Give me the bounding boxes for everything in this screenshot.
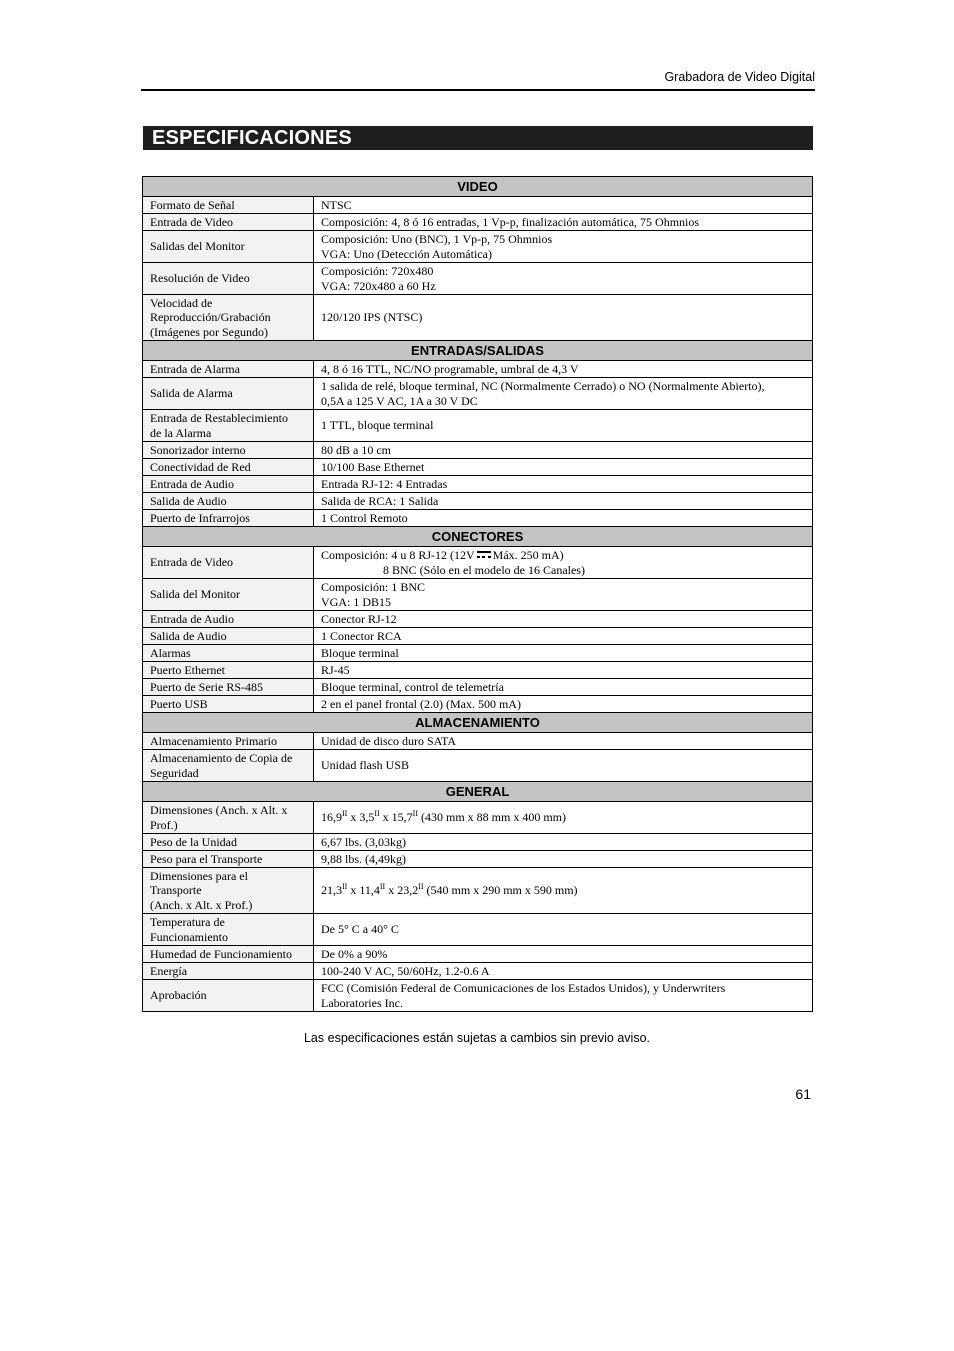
spec-label: Salidas del Monitor [143, 231, 314, 263]
spec-label: Energía [143, 963, 314, 980]
spec-value: NTSC [314, 197, 813, 214]
spec-label: Entrada de Video [143, 547, 314, 579]
spec-label: Sonorizador interno [143, 442, 314, 459]
table-row [143, 214, 813, 231]
table-row [143, 493, 813, 510]
spec-value: 1 Control Remoto [314, 510, 813, 527]
spec-value-line: Composición: Uno (BNC), 1 Vp-p, 75 Ohmnios [321, 232, 553, 246]
spec-label-line: Almacenamiento de Copia de [150, 751, 293, 765]
spec-value [314, 868, 813, 914]
table-row [143, 510, 813, 527]
section-heading: ALMACENAMIENTO [143, 713, 813, 733]
spec-label: Peso para el Transporte [143, 851, 314, 868]
spec-value: De 5° C a 40° C [314, 914, 813, 946]
spec-label: Peso de la Unidad [143, 834, 314, 851]
spec-label: Puerto de Serie RS-485 [143, 679, 314, 696]
spec-label-line: Reproducción/Grabación [150, 310, 271, 325]
table-row [143, 459, 813, 476]
dimension-part: 16,9 [321, 810, 342, 825]
spec-value: Unidad flash USB [314, 750, 813, 782]
spec-value: Entrada RJ-12: 4 Entradas [314, 476, 813, 493]
spec-label: Salida de Audio [143, 493, 314, 510]
spec-value: Composición: 4, 8 ó 16 entradas, 1 Vp-p, finalización automática, 75 Ohmnios [314, 214, 813, 231]
table-row [143, 197, 813, 214]
table-row [143, 628, 813, 645]
spec-label [143, 914, 314, 946]
spec-value: Conector RJ-12 [314, 611, 813, 628]
table-row [143, 410, 813, 442]
table-row [143, 946, 813, 963]
dimension-part: (430 mm x 88 mm x 400 mm) [417, 810, 566, 825]
spec-label: Formato de Señal [143, 197, 314, 214]
spec-value-line: Composición: 4 u 8 RJ-12 (12V [321, 548, 475, 562]
spec-label: Salida de Audio [143, 628, 314, 645]
spec-value-line: Laboratories Inc. [321, 995, 403, 1010]
spec-value [314, 231, 813, 263]
dimension-part: x 23,2 [385, 883, 419, 898]
spec-label: Conectividad de Red [143, 459, 314, 476]
inch-mark: II [374, 809, 380, 819]
table-row [143, 834, 813, 851]
table-row [143, 750, 813, 782]
table-row [143, 295, 813, 341]
table-row [143, 579, 813, 611]
inch-mark: II [342, 809, 348, 819]
table-row [143, 442, 813, 459]
spec-value-line: Composición: 1 BNC [321, 580, 426, 594]
spec-value: RJ-45 [314, 662, 813, 679]
spec-label-line: Velocidad de [150, 295, 213, 310]
spec-value: 10/100 Base Ethernet [314, 459, 813, 476]
page-title: ESPECIFICACIONES [152, 127, 352, 149]
spec-label: Entrada de Audio [143, 611, 314, 628]
dimension-part: x 15,7 [379, 810, 413, 825]
section-title-bar [143, 126, 813, 150]
spec-value-line: 8 BNC (Sólo en el modelo de 16 Canales) [383, 562, 585, 577]
spec-label-line: de la Alarma [150, 425, 212, 440]
spec-value [314, 547, 813, 579]
spec-label: Entrada de Audio [143, 476, 314, 493]
spec-label: Puerto USB [143, 696, 314, 713]
table-row [143, 263, 813, 295]
spec-value-line: VGA: Uno (Detección Automática) [321, 246, 492, 261]
spec-label: Alarmas [143, 645, 314, 662]
spec-label [143, 295, 314, 341]
spec-label: Almacenamiento Primario [143, 733, 314, 750]
table-row [143, 851, 813, 868]
dimension-part: 21,3 [321, 883, 342, 898]
spec-label: Resolución de Video [143, 263, 314, 295]
section-header-general [143, 782, 813, 802]
section-heading: VIDEO [143, 177, 813, 197]
spec-label-line: Dimensiones para el [150, 868, 248, 883]
section-header-connectors [143, 527, 813, 547]
spec-value-line: VGA: 1 DB15 [321, 594, 392, 609]
table-row [143, 696, 813, 713]
table-row [143, 645, 813, 662]
spec-label [143, 750, 314, 782]
inch-mark: II [418, 882, 424, 892]
spec-label-line: Seguridad [150, 765, 199, 780]
spec-value: 9,88 lbs. (4,49kg) [314, 851, 813, 868]
spec-value: 4, 8 ó 16 TTL, NC/NO programable, umbral de 4,3 V [314, 361, 813, 378]
spec-label: Aprobación [143, 980, 314, 1012]
table-row [143, 980, 813, 1012]
table-row [143, 547, 813, 579]
spec-value: 80 dB a 10 cm [314, 442, 813, 459]
specifications-table [142, 176, 813, 1012]
table-row [143, 679, 813, 696]
table-row [143, 662, 813, 679]
spec-value: 100-240 V AC, 50/60Hz, 1.2-0.6 A [314, 963, 813, 980]
spec-value: 1 TTL, bloque terminal [314, 410, 813, 442]
spec-label [143, 410, 314, 442]
dimension-part: (540 mm x 290 mm x 590 mm) [423, 883, 578, 898]
spec-value: 6,67 lbs. (3,03kg) [314, 834, 813, 851]
section-header-storage [143, 713, 813, 733]
spec-label-line: (Imágenes por Segundo) [150, 324, 268, 339]
table-row [143, 361, 813, 378]
dimension-part: x 3,5 [347, 810, 375, 825]
table-row [143, 963, 813, 980]
spec-label-line: Funcionamiento [150, 929, 228, 944]
table-row [143, 868, 813, 914]
table-row [143, 733, 813, 750]
footnote: Las especificaciones están sujetas a cambios sin previo aviso. [303, 1031, 650, 1045]
spec-value: 2 en el panel frontal (2.0) (Max. 500 mA) [314, 696, 813, 713]
spec-label-line: Entrada de Restablecimiento [150, 411, 288, 425]
inch-mark: II [379, 882, 386, 892]
table-row [143, 378, 813, 410]
table-row [143, 914, 813, 946]
spec-label-line: Prof.) [150, 817, 178, 832]
spec-value: Salida de RCA: 1 Salida [314, 493, 813, 510]
spec-label-line: Dimensiones (Anch. x Alt. x [150, 803, 288, 817]
table-row [143, 476, 813, 493]
section-heading: GENERAL [143, 782, 813, 802]
running-header: Grabadora de Video Digital [664, 70, 815, 84]
spec-label [143, 802, 314, 834]
dc-voltage-icon [477, 551, 491, 560]
section-heading: CONECTORES [143, 527, 813, 547]
spec-value: Unidad de disco duro SATA [314, 733, 813, 750]
inch-mark: II [412, 809, 418, 819]
spec-label-line: Temperatura de [150, 915, 225, 929]
spec-label [143, 868, 314, 914]
spec-value [314, 802, 813, 834]
spec-label: Salida del Monitor [143, 579, 314, 611]
spec-value-line: FCC (Comisión Federal de Comunicaciones de los Estados Unidos), y Underwriters [321, 981, 726, 995]
spec-label: Humedad de Funcionamiento [143, 946, 314, 963]
section-header-video [143, 177, 813, 197]
spec-label: Puerto Ethernet [143, 662, 314, 679]
spec-label-line: Transporte [150, 883, 202, 898]
table-row [143, 231, 813, 263]
spec-value [314, 980, 813, 1012]
spec-value: 1 Conector RCA [314, 628, 813, 645]
table-row [143, 611, 813, 628]
header-rule [141, 89, 815, 91]
spec-value: De 0% a 90% [314, 946, 813, 963]
page-number: 61 [795, 1086, 811, 1102]
spec-value: Bloque terminal, control de telemetría [314, 679, 813, 696]
spec-value: 120/120 IPS (NTSC) [314, 295, 813, 341]
section-heading: ENTRADAS/SALIDAS [143, 341, 813, 361]
spec-label: Entrada de Video [143, 214, 314, 231]
section-header-io [143, 341, 813, 361]
spec-value-line: Composición: 720x480 [321, 264, 434, 278]
spec-label: Puerto de Infrarrojos [143, 510, 314, 527]
spec-value-line: 1 salida de relé, bloque terminal, NC (Normalmente Cerrado) o NO (Normalmente Abierto), [321, 379, 765, 393]
spec-label: Entrada de Alarma [143, 361, 314, 378]
spec-value [314, 263, 813, 295]
spec-value-line: VGA: 720x480 a 60 Hz [321, 278, 436, 293]
spec-value [314, 579, 813, 611]
dimension-part: x 11,4 [347, 883, 380, 898]
spec-label: Salida de Alarma [143, 378, 314, 410]
spec-value [314, 378, 813, 410]
spec-value: Bloque terminal [314, 645, 813, 662]
spec-value-line: Máx. 250 mA) [492, 548, 564, 562]
spec-value-line: 0,5A a 125 V AC, 1A a 30 V DC [321, 393, 478, 408]
inch-mark: II [342, 882, 348, 892]
table-row [143, 802, 813, 834]
spec-label-line: (Anch. x Alt. x Prof.) [150, 897, 253, 912]
